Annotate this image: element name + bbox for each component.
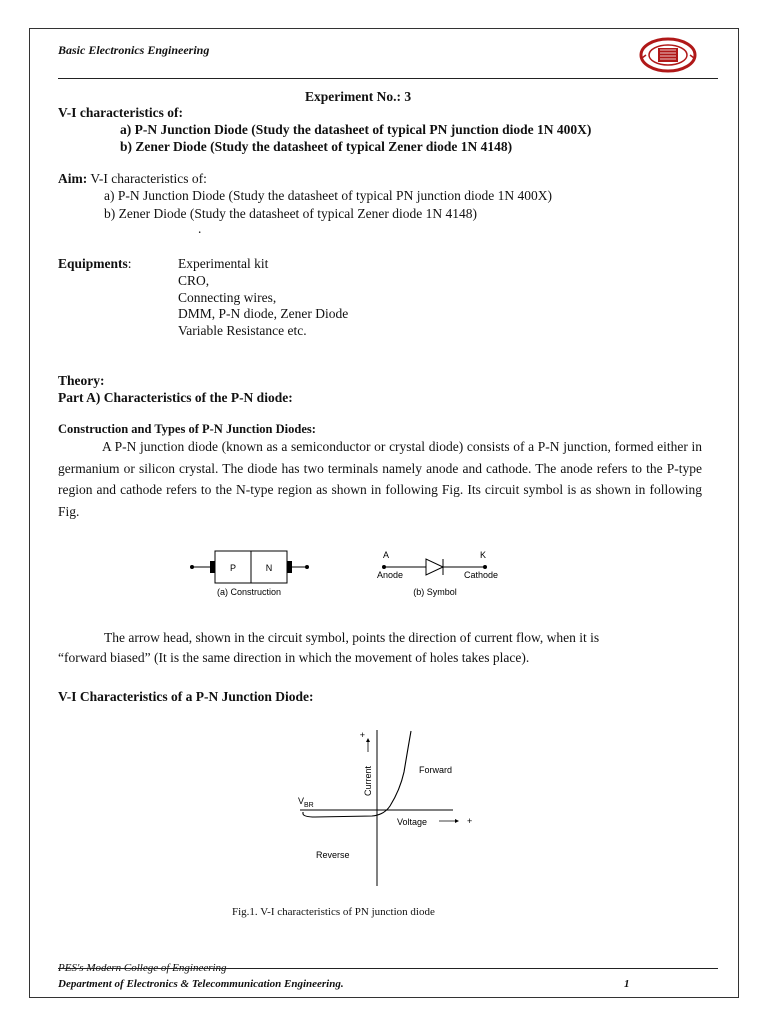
current-plus: + xyxy=(359,730,365,740)
page-number: 1 xyxy=(624,978,630,990)
part-a-heading: Part A) Characteristics of the P-N diode: xyxy=(58,390,293,405)
symbol-caption: (b) Symbol xyxy=(413,587,457,597)
vi-curve xyxy=(303,731,411,817)
anode-label: Anode xyxy=(376,570,404,580)
experiment-number: Experiment No.: 3 xyxy=(305,89,412,104)
equipment-item: Connecting wires, xyxy=(178,290,277,305)
footer-department: Department of Electronics & Telecommunication Engineering. xyxy=(58,978,344,990)
equipment-item: DMM, P-N diode, Zener Diode xyxy=(178,306,349,321)
vi-heading: V-I Characteristics of a P-N Junction Diode: xyxy=(58,689,314,704)
intro-item-b: b) Zener Diode (Study the datasheet of typical Zener diode 1N 4148) xyxy=(120,139,513,154)
voltage-plus: + xyxy=(467,816,473,826)
equipment-item: Variable Resistance etc. xyxy=(178,323,307,338)
vi-characteristics-graph xyxy=(280,726,490,890)
construction-paragraph xyxy=(58,436,702,522)
aim-item-b: b) Zener Diode (Study the datasheet of typical Zener diode 1N 4148) xyxy=(104,206,478,221)
equipments-colon: : xyxy=(127,256,132,271)
theory-heading: Theory: xyxy=(58,373,105,388)
reverse-label: Reverse xyxy=(316,850,350,860)
forward-label: Forward xyxy=(419,765,453,775)
footer-college: PES's Modern College of Engineering xyxy=(58,962,227,974)
anode-letter: A xyxy=(382,550,390,560)
construction-subheading: Construction and Types of P-N Junction Diodes: xyxy=(58,422,316,436)
aim-item-a: a) P-N Junction Diode (Study the datasheet of typical PN junction diode 1N 400X) xyxy=(104,188,553,203)
arrow-paragraph-line2: “forward biased” (It is the same direction in which the movement of holes takes place). xyxy=(58,650,530,665)
equipment-item: CRO, xyxy=(178,273,210,288)
current-arrow-head xyxy=(366,738,370,742)
voltage-axis-label: Voltage xyxy=(397,817,428,827)
diode-figure xyxy=(185,545,505,603)
header-rule xyxy=(58,78,718,79)
construction-drawing xyxy=(190,551,309,583)
voltage-arrow-head xyxy=(455,819,459,823)
aim-dot: . xyxy=(198,221,202,236)
p-region-label: P xyxy=(229,563,237,573)
college-logo xyxy=(638,36,698,74)
arrow-paragraph-line1: The arrow head, shown in the circuit symbol, points the direction of current flow, when it is xyxy=(104,630,600,645)
equipments-label: Equipments xyxy=(58,256,128,271)
footer-rule xyxy=(58,968,718,969)
equipment-item: Experimental kit xyxy=(178,256,269,271)
aim-label: Aim: xyxy=(58,171,88,186)
cathode-letter: K xyxy=(479,550,487,560)
intro-item-a: a) P-N Junction Diode (Study the datasheet of typical PN junction diode 1N 400X) xyxy=(120,122,592,137)
construction-paragraph-text: A P-N junction diode (known as a semiconductor or crystal diode) consists of a P-N junction, formed either in germanium or silicon crystal. The diode has two terminals namely anode and cathode. The anode refers to the P-type region and cathode refers to the N-type region as shown in following Fig. Its circuit symbol is as shown in following Fig. xyxy=(58,439,702,519)
header-title: Basic Electronics Engineering xyxy=(58,43,210,57)
figure-caption: Fig.1. V-I characteristics of PN junction diode xyxy=(232,906,435,918)
cathode-label: Cathode xyxy=(463,570,499,580)
construction-caption: (a) Construction xyxy=(216,587,282,597)
equipments-label-line xyxy=(58,256,132,272)
aim-line xyxy=(58,171,207,187)
aim-text: V-I characteristics of: xyxy=(87,171,207,186)
current-axis-label: Current xyxy=(363,765,373,796)
n-region-label: N xyxy=(265,563,273,573)
vbr-label: $V_{BR}$ xyxy=(298,796,314,809)
intro-heading: V-I characteristics of: xyxy=(58,105,183,120)
